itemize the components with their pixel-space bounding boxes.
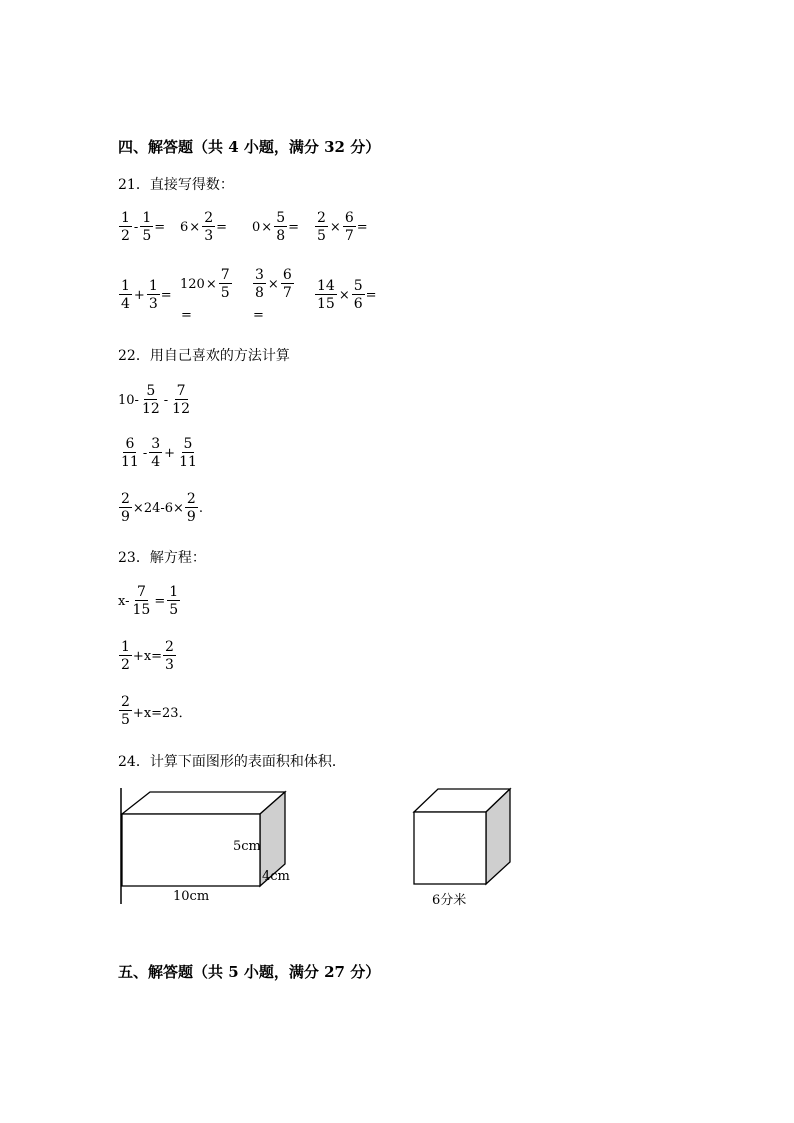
fraction: $\frac{1}{4}$ <box>121 278 130 312</box>
fraction: $\frac{2}{3}$ <box>204 210 214 244</box>
q21-title: 21．直接写得数： <box>118 177 234 193</box>
operator: × <box>267 276 279 292</box>
fraction: $\frac{2}{5}$ <box>121 694 130 728</box>
q22-expr-3 <box>118 492 203 524</box>
fraction: $\frac{1}{5}$ <box>142 210 152 244</box>
operator: × <box>261 219 273 235</box>
q23-equation-1 <box>118 585 181 617</box>
q21-r2-e1 <box>118 279 172 311</box>
q21-r1-e2 <box>180 211 227 243</box>
equals-below: = <box>253 308 264 323</box>
operator: ×24-6× <box>132 500 184 516</box>
fraction: $\frac{5}{11}$ <box>179 436 197 470</box>
operator: × <box>205 276 217 292</box>
cuboid-width-label: 4cm <box>262 869 290 884</box>
fraction: $\frac{5}{8}$ <box>276 210 286 244</box>
cuboid-top-face <box>122 792 285 814</box>
equals: = <box>216 219 228 235</box>
fraction: $\frac{3}{4}$ <box>151 436 161 470</box>
operator: = <box>154 593 166 609</box>
operator: +x=23． <box>132 705 192 721</box>
q23-title: 23．解方程： <box>118 550 206 566</box>
fraction: $\frac{5}{12}$ <box>141 383 160 417</box>
operator: + <box>133 287 145 303</box>
fraction: $\frac{7}{15}$ <box>132 584 151 618</box>
q21-r1-e1 <box>118 211 165 243</box>
fraction: $\frac{2}{3}$ <box>165 639 174 673</box>
fraction: $\frac{1}{2}$ <box>121 639 130 673</box>
section-4-title: 四、解答题（共 4 小题，满分 32 分） <box>118 138 381 156</box>
number: 120 <box>180 276 205 292</box>
operator: × <box>189 219 201 235</box>
operator: × <box>329 219 341 235</box>
fraction: $\frac{14}{15}$ <box>317 278 335 312</box>
cube-edge-label: 6分米 <box>432 893 467 908</box>
q21-r2-e2 <box>180 268 233 300</box>
q21-r2-e3 <box>252 268 295 300</box>
number: 10- <box>118 392 139 408</box>
fraction: $\frac{2}{5}$ <box>317 210 326 244</box>
equals-below: = <box>181 308 192 323</box>
fraction: $\frac{3}{8}$ <box>255 267 264 301</box>
q21-r2-e4 <box>314 279 377 311</box>
fraction: $\frac{1}{3}$ <box>148 278 158 312</box>
q22-expr-1 <box>118 384 193 416</box>
cube-front-face <box>414 812 486 884</box>
q21-r1-e3 <box>252 211 299 243</box>
equals: = <box>154 219 166 235</box>
section-5-title: 五、解答题（共 5 小题，满分 27 分） <box>118 963 381 981</box>
equals: = <box>356 219 368 235</box>
fraction: $\frac{6}{7}$ <box>344 210 354 244</box>
operator: - <box>133 219 139 235</box>
q23-equation-2 <box>118 640 177 672</box>
q22-title: 22．用自己喜欢的方法计算 <box>118 348 290 364</box>
q21-r1-e4 <box>314 211 368 243</box>
fraction: $\frac{7}{5}$ <box>220 267 230 301</box>
operator: - <box>163 392 169 408</box>
fraction: $\frac{6}{7}$ <box>282 267 292 301</box>
fraction: $\frac{5}{6}$ <box>353 278 363 312</box>
operator: × <box>338 287 350 303</box>
equals: = <box>365 287 377 303</box>
q23-equation-3 <box>118 695 192 727</box>
cuboid-height-label: 5cm <box>233 839 261 854</box>
fraction: $\frac{7}{12}$ <box>172 383 190 417</box>
fraction: $\frac{2}{9}$ <box>186 491 196 525</box>
equals: = <box>160 287 172 303</box>
operator: + <box>164 445 176 461</box>
number: 6 <box>180 219 189 235</box>
fraction: $\frac{6}{11}$ <box>121 436 139 470</box>
fraction: $\frac{1}{5}$ <box>169 584 179 618</box>
operator: +x= <box>132 648 163 664</box>
operator: - <box>142 445 148 461</box>
variable: x- <box>118 593 130 609</box>
q22-expr-2 <box>118 437 200 469</box>
cuboid-figure <box>112 784 312 910</box>
period: . <box>198 500 203 516</box>
fraction: $\frac{1}{2}$ <box>121 210 130 244</box>
equals: = <box>288 219 300 235</box>
cuboid-length-label: 10cm <box>173 889 210 904</box>
fraction: $\frac{2}{9}$ <box>121 491 130 525</box>
number: 0 <box>252 219 261 235</box>
q24-title: 24．计算下面图形的表面积和体积． <box>118 754 346 770</box>
cube-figure <box>408 784 514 892</box>
